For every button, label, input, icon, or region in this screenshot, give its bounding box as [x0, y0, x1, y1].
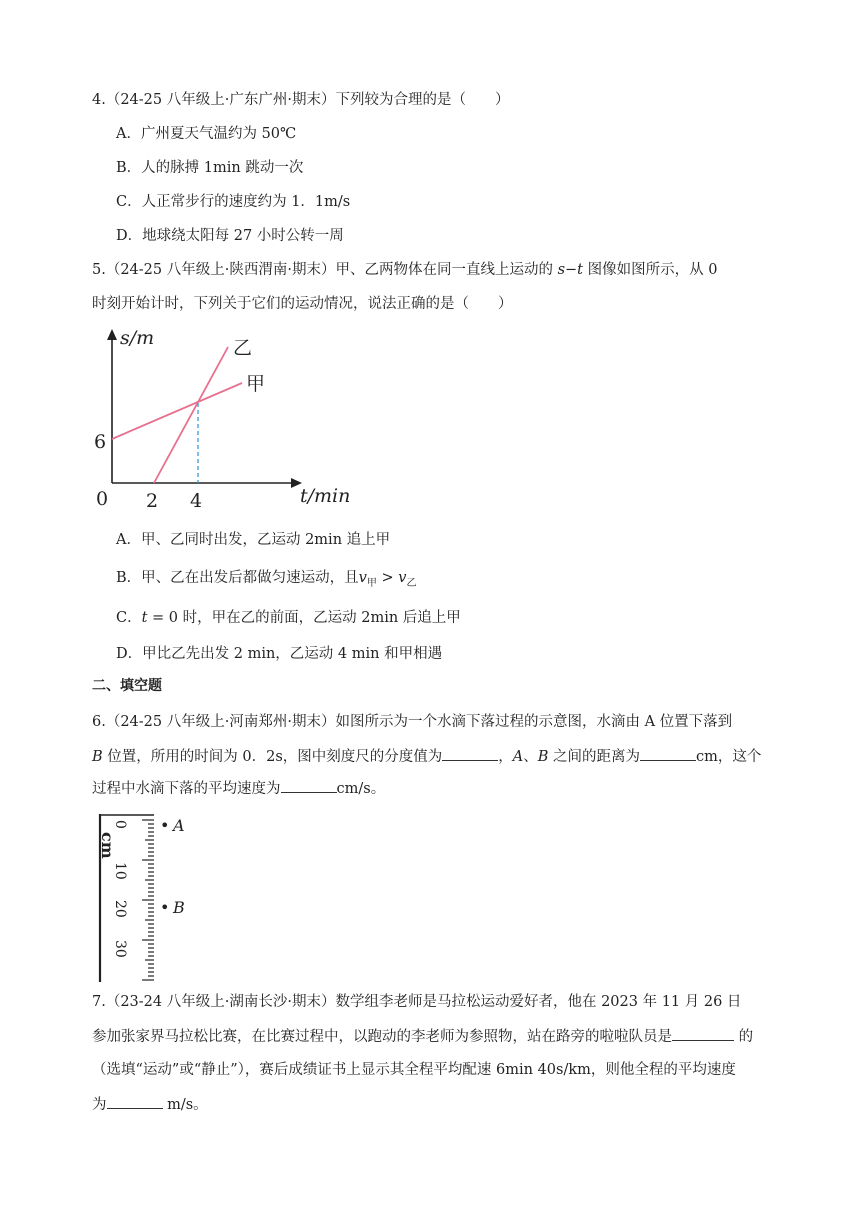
greater-than: >	[376, 570, 399, 586]
drop-bullet-b: •	[160, 898, 170, 917]
label-a: A	[512, 749, 524, 765]
ruler-label-0: 0	[112, 820, 128, 829]
q6-text: 位置，所用的时间为 0．2s，图中刻度尺的分度值为	[102, 749, 443, 765]
q7-line1: 7.（23-24 八年级上·湖南长沙·期末）数学组李老师是马拉松运动爱好者，他在 2023 年 11 月 26 日	[92, 994, 742, 1010]
x-axis-label: t/min	[300, 485, 351, 507]
q6-text: 过程中水滴下落的平均速度为	[92, 781, 281, 797]
q7-text: 的	[734, 1029, 754, 1045]
section-heading-fill-blank: 二、填空题	[92, 678, 162, 694]
subscript-yi: 乙	[406, 577, 417, 589]
q4-option-a: A．广州夏天气温约为 50℃	[116, 126, 297, 142]
drop-bullet-a: •	[160, 816, 170, 835]
q6-text: 之间的距离为	[548, 749, 641, 765]
ruler-label-20: 20	[112, 900, 128, 918]
answer-blank[interactable]	[281, 778, 337, 793]
q5-option-c-prefix: C．	[116, 610, 142, 626]
series-label-jia: 甲	[246, 373, 266, 395]
point-b-label: B	[173, 898, 185, 917]
q5-option-b-text: B．甲、乙在出发后都做匀速运动，且	[116, 570, 359, 586]
q4-option-b: B．人的脉搏 1min 跳动一次	[116, 160, 304, 176]
y-axis-label: s/m	[120, 327, 155, 349]
q6-line1: 6.（24-25 八年级上·河南郑州·期末）如图所示为一个水滴下落过程的示意图，水滴由 A 位置下落到	[92, 714, 733, 730]
q5-option-b	[116, 568, 416, 594]
q6-text: ，	[498, 749, 513, 765]
q6-text: 、	[523, 749, 538, 765]
answer-blank[interactable]	[672, 1026, 734, 1041]
label-b: B	[537, 749, 549, 765]
t-symbol: t	[141, 610, 148, 626]
q7-text: 参加张家界马拉松比赛，在比赛过程中，以跑动的李老师为参照物，站在路旁的啦啦队员是	[92, 1029, 672, 1045]
q5-option-c-text: = 0 时，甲在乙的前面，乙运动 2min 后追上甲	[147, 610, 461, 626]
q6-ruler-figure	[94, 812, 204, 984]
point-a-label: A	[173, 816, 185, 835]
q5-st-graph	[88, 322, 368, 512]
subscript-jia: 甲	[366, 577, 377, 589]
ruler-label-10: 10	[112, 862, 128, 880]
q6-line3	[92, 778, 385, 799]
answer-blank[interactable]	[107, 1094, 163, 1109]
line-yi	[154, 347, 228, 483]
v-symbol: v	[358, 570, 367, 586]
y-tick-6: 6	[94, 431, 107, 453]
q5-option-a: A．甲、乙同时出发，乙运动 2min 追上甲	[116, 532, 391, 548]
ruler-label-30: 30	[112, 940, 128, 958]
ruler-unit: cm	[98, 832, 117, 859]
series-label-yi: 乙	[233, 337, 253, 359]
answer-blank[interactable]	[640, 746, 696, 761]
q6-line2	[92, 746, 761, 767]
line-jia	[112, 383, 242, 439]
v-symbol: v	[398, 570, 407, 586]
x-tick-2: 2	[146, 490, 159, 512]
origin-label: 0	[96, 488, 109, 510]
q7-text: 为	[92, 1097, 107, 1113]
label-b: B	[92, 749, 103, 765]
q7-text: m/s。	[162, 1097, 208, 1113]
q4-stem: 4.（24-25 八年级上·广东广州·期末）下列较为合理的是（ ）	[92, 92, 510, 108]
q7-line4	[92, 1094, 208, 1115]
y-axis-arrow	[107, 329, 117, 340]
q5-option-c	[116, 608, 461, 628]
x-tick-4: 4	[190, 490, 203, 512]
q6-text: cm/s。	[336, 781, 386, 797]
q5-option-d: D．甲比乙先出发 2 min，乙运动 4 min 和甲相遇	[116, 646, 443, 662]
q4-option-c: C．人正常步行的速度约为 1．1m/s	[116, 194, 351, 210]
q5-stem-text-a: 5.（24-25 八年级上·陕西渭南·期末）甲、乙两物体在同一直线上运动的	[92, 262, 558, 278]
ruler-ticks	[142, 820, 154, 980]
q5-stem-st: s−t	[557, 262, 583, 278]
q5-stem-line1	[92, 260, 717, 280]
q5-stem-line2: 时刻开始计时，下列关于它们的运动情况，说法正确的是（ ）	[92, 296, 513, 312]
q7-line2	[92, 1026, 753, 1047]
q4-option-d: D．地球绕太阳每 27 小时公转一周	[116, 228, 344, 244]
answer-blank[interactable]	[442, 746, 498, 761]
q6-text: cm，这个	[696, 749, 762, 765]
q5-stem-text-b: 图像如图所示，从 0	[583, 262, 718, 278]
q7-line3: （选填“运动”或“静止”），赛后成绩证书上显示其全程平均配速 6min 40s/km，则他全程的平均速度	[92, 1062, 736, 1078]
